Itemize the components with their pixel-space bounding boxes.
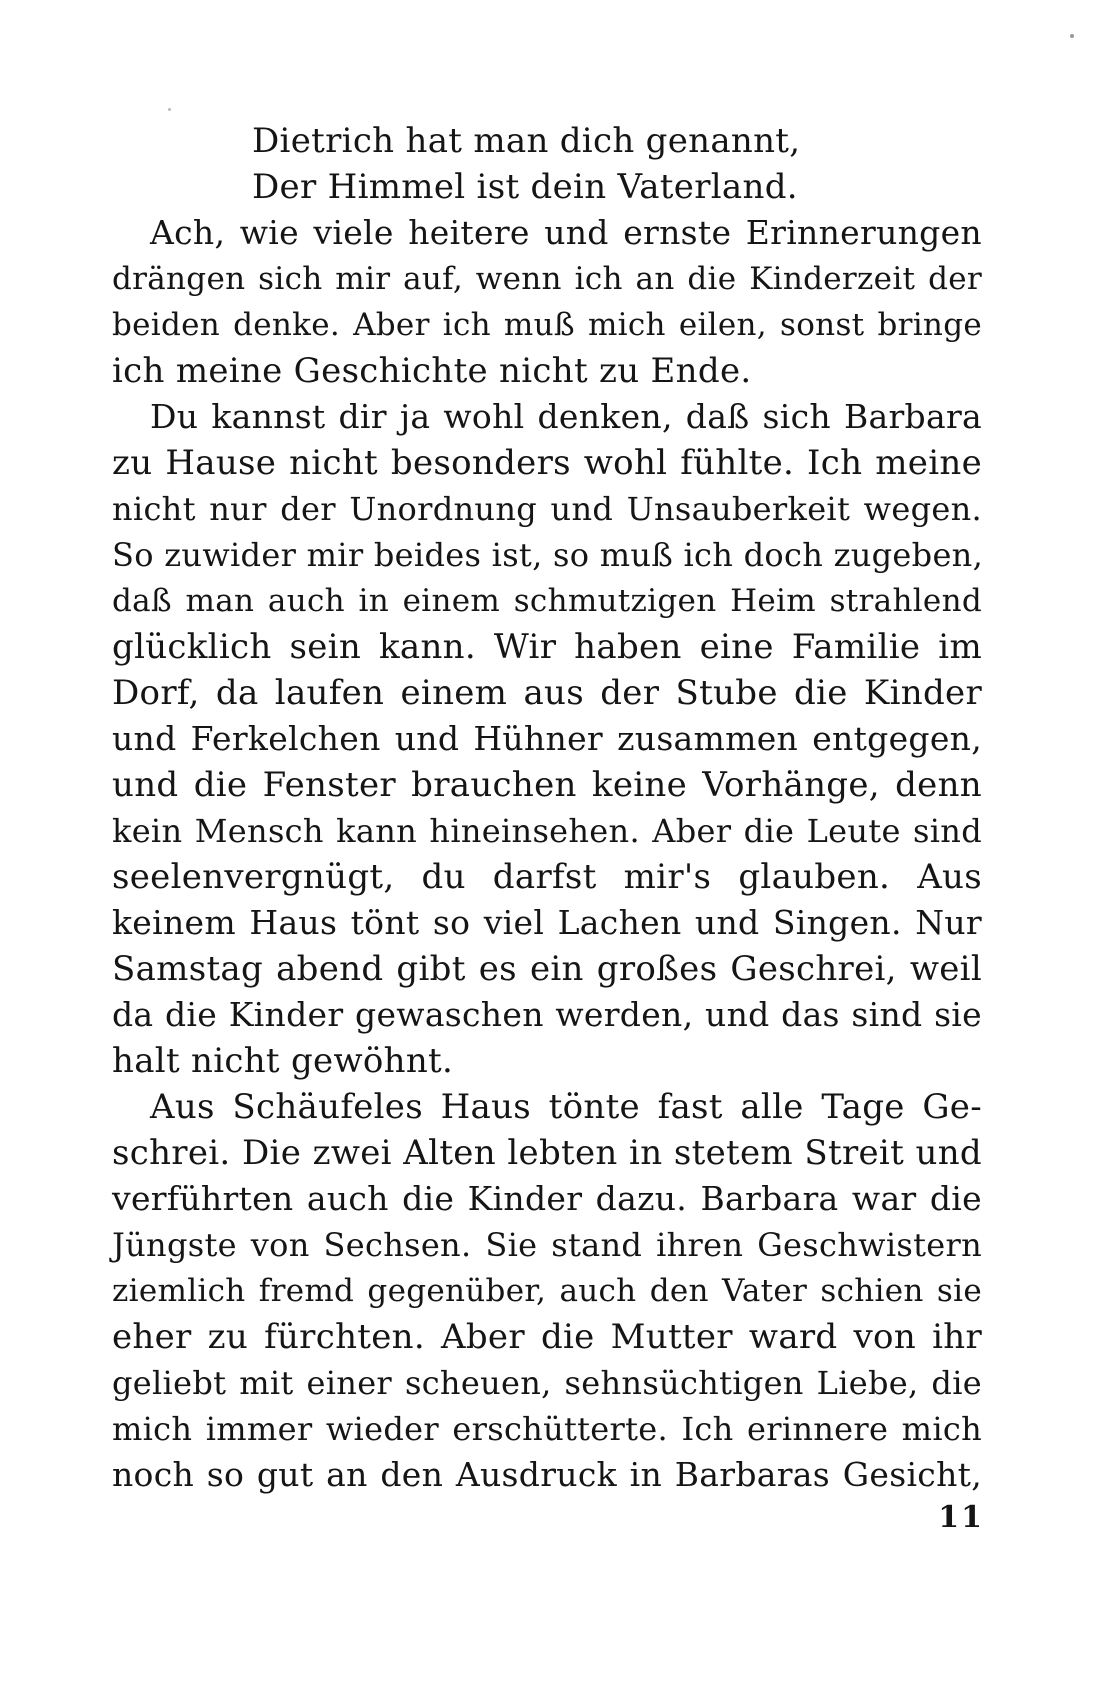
text-line: nicht nur der Unordnung und Unsauberkeit wegen. xyxy=(112,490,982,528)
text-line: und Ferkelchen und Hühner zusammen entgegen, xyxy=(112,719,982,758)
text-line: Samstag abend gibt es ein großes Geschrei, weil xyxy=(112,949,982,989)
text-line: glücklich sein kann. Wir haben eine Familie im xyxy=(112,627,982,667)
text-line: beiden denke. Aber ich muß mich eilen, sonst bringe xyxy=(112,307,982,343)
text-line: mich immer wieder erschütterte. Ich erinnere mich xyxy=(112,1410,982,1448)
text-line: halt nicht gewöhnt. xyxy=(112,1041,454,1081)
page-number: 11 xyxy=(938,1500,984,1535)
text-line: Ach, wie viele heitere und ernste Erinnerungen xyxy=(150,213,982,252)
text-line: Aus Schäufeles Haus tönte fast alle Tage Ge- xyxy=(150,1087,982,1127)
text-line: drängen sich mir auf, wenn ich an die Kinderzeit der xyxy=(112,261,982,297)
text-line: keinem Haus tönt so viel Lachen und Singen. Nur xyxy=(112,903,982,942)
verse-line: Dietrich hat man dich genannt, xyxy=(252,121,801,161)
text-line: ich meine Geschichte nicht zu Ende. xyxy=(112,351,752,391)
text-line: Jüngste von Sechsen. Sie stand ihren Geschwistern xyxy=(112,1226,982,1264)
text-line: verführten auch die Kinder dazu. Barbara war die xyxy=(112,1179,982,1218)
text-line: zu Hause nicht besonders wohl fühlte. Ich meine xyxy=(112,443,982,483)
verse-line: Der Himmel ist dein Vaterland. xyxy=(252,167,798,207)
text-line: noch so gut an den Ausdruck in Barbaras Gesicht, xyxy=(112,1455,982,1494)
text-line: da die Kinder gewaschen werden, und das sind sie xyxy=(112,995,982,1034)
text-line: Du kannst dir ja wohl denken, daß sich Barbara xyxy=(150,397,982,436)
paper-speck xyxy=(1070,34,1074,38)
text-line: So zuwider mir beides ist, so muß ich doch zugeben, xyxy=(112,536,984,574)
text-line: daß man auch in einem schmutzigen Heim strahlend xyxy=(112,583,982,619)
text-line: eher zu fürchten. Aber die Mutter ward von ihr xyxy=(112,1317,982,1357)
text-line: Dorf, da laufen einem aus der Stube die Kinder xyxy=(112,673,982,713)
text-line: seelenvergnügt, du darfst mir's glauben. Aus xyxy=(112,857,982,897)
text-line: ziemlich fremd gegenüber, auch den Vater schien sie xyxy=(112,1273,982,1309)
text-line: geliebt mit einer scheuen, sehnsüchtigen Liebe, die xyxy=(112,1364,982,1402)
text-line: kein Mensch kann hineinsehen. Aber die Leute sind xyxy=(112,812,982,850)
paper-speck xyxy=(168,108,171,111)
text-line: schrei. Die zwei Alten lebten in stetem Streit und xyxy=(112,1133,982,1173)
body-text xyxy=(112,118,982,1498)
text-line: und die Fenster brauchen keine Vorhänge, denn xyxy=(112,765,982,805)
